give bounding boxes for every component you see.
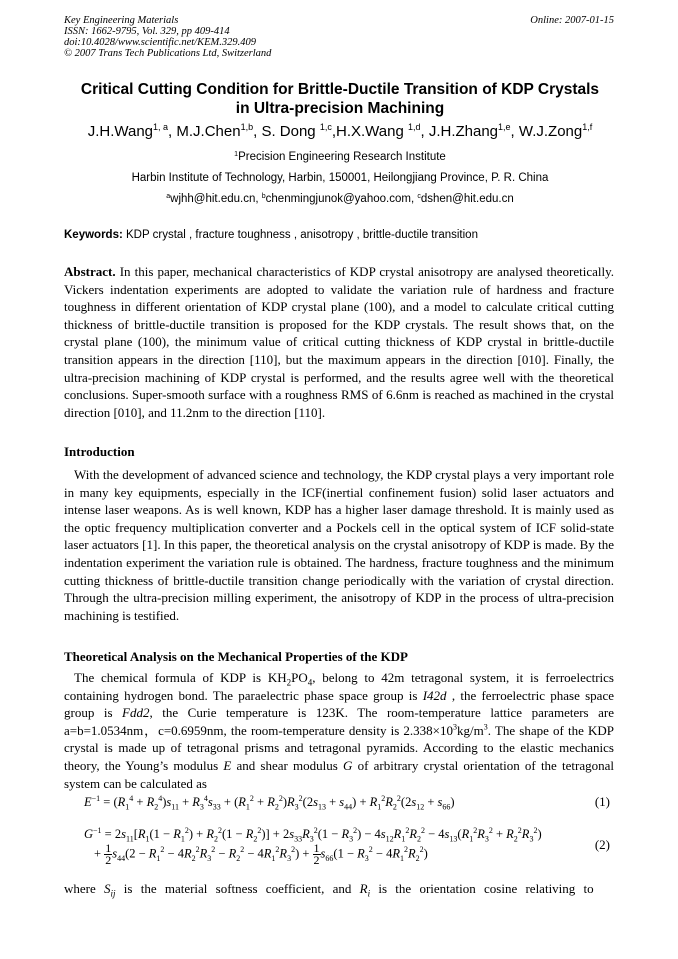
keywords-text: KDP crystal , fracture toughness , anisotropy , brittle-ductile transition bbox=[122, 229, 478, 241]
equation-1: $E^{-1} = (R_1^4 + R_2^4)s_{11} + R_3^4s_{33} + (R_1^2 + R_2^2)R_3^2(2s_{13} + s_{44}) + R_1^2R_2^2(2s_{12} + s_{66})$ bbox=[84, 793, 455, 812]
copyright: © 2007 Trans Tech Publications Ltd, Switzerland bbox=[64, 48, 272, 59]
affiliation-address: Harbin Institute of Technology, Harbin, 150001, Heilongjiang Province, P. R. China bbox=[131, 172, 549, 184]
affiliation-institute: $^1$Precision Engineering Research Institute bbox=[234, 151, 446, 163]
author: H.X.Wang $^{1,d}$, bbox=[336, 122, 429, 140]
email-link[interactable]: $^a$wjhh@hit.edu.cn bbox=[166, 193, 256, 205]
author: J.H.Wang$^{1, a}$, bbox=[87, 122, 177, 140]
theory-paragraph: The chemical formula of KDP is $KH_2PO_4$, belong to 42m tetragonal system, it is ferroelectrics containing hydrogen bond. The paraelectric phase space group is I42d , the ferroelectric phase space group is Fdd2, the Curie temperature is 123K. The room-temperature lattice parameters are a=b=1.0534nm，c=0.6959nm, the room-temperature density is $2.338\times 10^3kg/m^3$. The shape of the KDP crystal is made up of tetragonal prisms and tetragonal pyramids. According to the elastic mechanics theory, the Young’s modulus E and shear modulus G of arbitrary crystal orientation of the tetragonal system can be calculated as bbox=[64, 670, 614, 791]
introduction-paragraph: With the development of advanced science and technology, the KDP crystal plays a very important role in many key equipments, especially in the ICF(inertial confinement fusion) solid laser actuators and intense laser weapons. As is well known, KDP has a higher laser damage threshold. It is mainly used as the optic frequency multiplication converter and a Pockels cell in the optical system of ICF solid-state laser actuators [1]. In this paper, the theoretical analysis on the crystal anisotropy of KDP is made. By the indentation experiment the variation rule is obtained. The hardness, fracture toughness and the minimum cutting thickness of brittle-ductile transition change periodically with the variation of crystal direction. Through the ultra-precision milling experiment, the anisotropy of KDP in the process of ultra-precision machining is testified. bbox=[64, 467, 614, 623]
equation-explanation: where $S_{ij}$ is the material softness coefficient, and $R_i$ is the orientation cosine relativing to bbox=[64, 881, 594, 899]
keywords-label: Keywords: bbox=[64, 229, 123, 241]
author: W.J.Zong$^{1,f}$ bbox=[518, 122, 593, 140]
space-group: I42d bbox=[422, 687, 447, 703]
issn: ISSN: 1662-9795, Vol. 329, pp 409-414 bbox=[64, 26, 230, 37]
email-link[interactable]: $^c$dshen@hit.edu.cn bbox=[417, 193, 514, 205]
equation-1-number: (1) bbox=[594, 794, 610, 809]
section-heading-theory: Theoretical Analysis on the Mechanical Properties of the KDP bbox=[64, 649, 408, 664]
equation-2-number: (2) bbox=[594, 837, 610, 852]
author-emails: $^a$wjhh@hit.edu.cn, $^b$chenmingjunok@yahoo.com, $^c$dshen@hit.edu.cn bbox=[166, 193, 514, 205]
equation-2: $G^{-1} = 2s_{11}[R_1(1 - R_1^2) + R_2^2(1 - R_2^2)] + 2s_{33}R_3^2(1 - R_3^2) - 4s_{12}R_1^2R_2^2 - 4s_{13}(R_1^2R_3^2 + R_2^2R_3^2)$ + $\frac{1}{2}$ $s_{44}(2 - R_1^2 - 4R_2^2R_3^2 - R_2^2 - 4R_1^2R_3^2)$ + $\frac{1}{2}$ $s_{66}(1 - R_3^2 - 4R_1^2R_2^2)$ bbox=[84, 825, 542, 867]
journal-name: Key Engineering Materials bbox=[64, 15, 179, 26]
keywords bbox=[64, 229, 478, 241]
author: M.J.Chen$^{1,b}$, bbox=[176, 122, 262, 140]
abstract-label: Abstract. bbox=[64, 264, 116, 279]
doi: doi:10.4028/www.scientific.net/KEM.329.409 bbox=[64, 37, 256, 48]
email-link[interactable]: $^b$chenmingjunok@yahoo.com bbox=[261, 193, 411, 205]
section-heading-introduction: Introduction bbox=[64, 444, 135, 459]
paper-title: Critical Cutting Condition for Brittle-Ductile Transition of KDP Crystals in Ultra-precision Machining bbox=[80, 81, 600, 117]
online-date: Online: 2007-01-15 bbox=[530, 15, 614, 26]
abstract-text: In this paper, mechanical characteristics of KDP crystal anisotropy are analysed theoretically. Vickers indentation experiments are adopted to validate the variation rule of hardness and fracture toughness in different orientation of KDP crystal plane (100), and a model to calculate critical cutting thickness of brittle-ductile transition is proposed for the KDP crystals. The result shows that, on the crystal plane (100), the minimum value of critical cutting thickness of KDP crystal in brittle-ductile transition appears in the direction [110], but the maximum appears in the direction [010]. Finally, the ultra-precision machining of KDP crystal is performed, and the results agree well with the theoretical conclusions. Super-smooth surface with a roughness RMS of 6.6nm is reached as machined in the crystal direction [010], and 11.2nm to the direction [110]. bbox=[64, 264, 614, 420]
journal-header bbox=[64, 15, 271, 59]
author-list bbox=[20, 122, 660, 142]
abstract bbox=[64, 263, 614, 421]
author: J.H.Zhang$^{1,e}$, bbox=[428, 122, 519, 140]
author: S. Dong $^{1,c}$, bbox=[261, 122, 336, 140]
